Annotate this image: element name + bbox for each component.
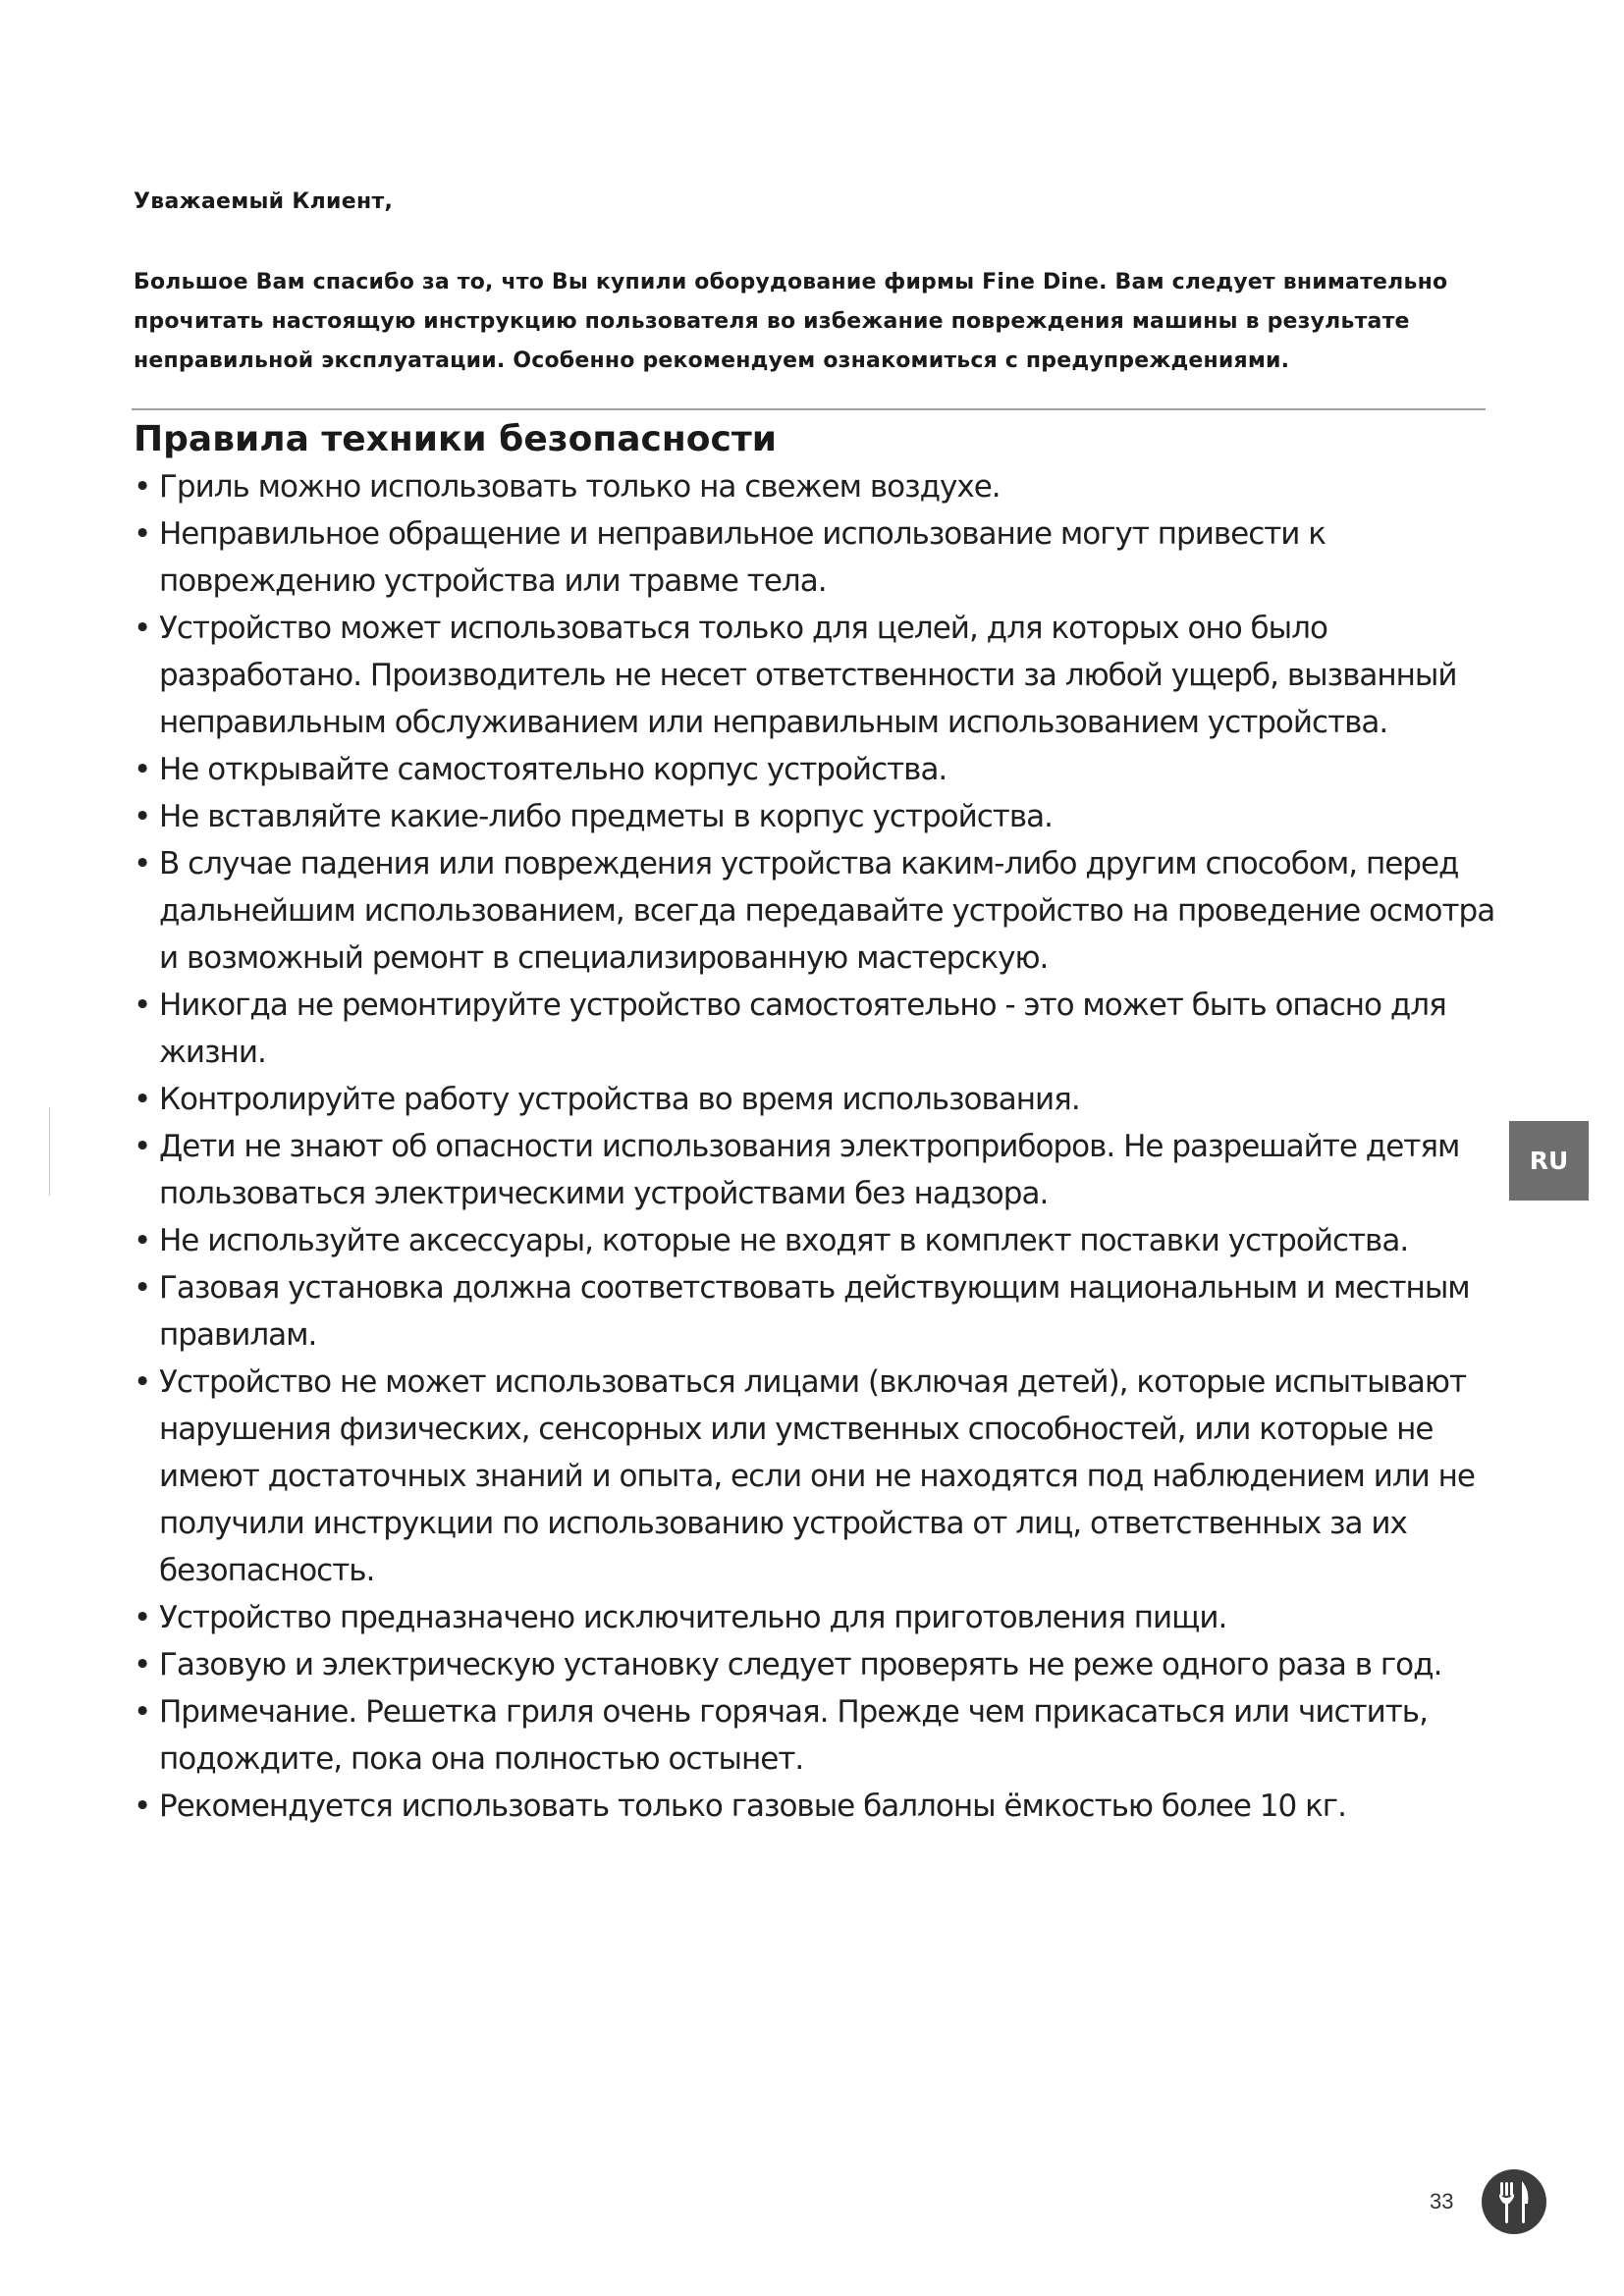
greeting: Уважаемый Клиент, xyxy=(134,189,394,214)
rule-text: Не открывайте самостоятельно корпус устройства. xyxy=(159,752,947,787)
bullet-icon: • xyxy=(134,516,151,552)
fork-knife-icon xyxy=(1481,2168,1547,2235)
bullet-icon: • xyxy=(134,1082,151,1117)
rule-text: Неправильное обращение и неправильное использование могут привести к повреждению устройства или травме тела. xyxy=(159,516,1326,599)
bullet-icon: • xyxy=(134,799,151,834)
list-item xyxy=(134,982,1508,1076)
rule-text: В случае падения или повреждения устройства каким-либо другим способом, перед дальнейшим использованием, всегда передавайте устройство на проведение осмотра и возможный ремонт в специализированную мастерскую. xyxy=(159,846,1495,976)
list-item xyxy=(134,1076,1508,1123)
rule-text: Газовую и электрическую установку следует проверять не реже одного раза в год. xyxy=(159,1647,1442,1682)
rule-text: Дети не знают об опасности использования электроприборов. Не разрешайте детям пользоваться электрическими устройствами без надзора. xyxy=(159,1129,1460,1211)
rule-text: Гриль можно использовать только на свежем воздухе. xyxy=(159,469,1001,505)
list-item xyxy=(134,1641,1508,1688)
bullet-icon: • xyxy=(134,1789,151,1824)
bullet-icon: • xyxy=(134,1223,151,1258)
rule-text: Не вставляйте какие-либо предметы в корпус устройства. xyxy=(159,799,1053,834)
rule-text: Устройство может использоваться только для целей, для которых оно было разработано. Производитель не несет ответственности за любой ущерб, вызванный неправильным обслуживанием или неправильным использованием устройства. xyxy=(159,611,1457,740)
list-item xyxy=(134,1594,1508,1641)
list-item xyxy=(134,1123,1508,1217)
bullet-icon: • xyxy=(134,1647,151,1682)
rule-text: Устройство не может использоваться лицами (включая детей), которые испытывают нарушения физических, сенсорных или умственных способностей, или которые не имеют достаточных знаний и опыта, если они не находятся под наблюдением или не получили инструкции по использованию устройства от лиц, ответственных за их безопасность. xyxy=(159,1364,1476,1588)
list-item xyxy=(134,1264,1508,1359)
language-tab: RU xyxy=(1509,1121,1589,1201)
bullet-icon: • xyxy=(134,1270,151,1306)
bullet-icon: • xyxy=(134,846,151,881)
list-item xyxy=(134,1359,1508,1594)
bullet-icon: • xyxy=(134,1694,151,1730)
rule-text: Никогда не ремонтируйте устройство самостоятельно - это может быть опасно для жизни. xyxy=(159,988,1446,1070)
rule-text: Рекомендуется использовать только газовые баллоны ёмкостью более 10 кг. xyxy=(159,1789,1346,1824)
bullet-icon: • xyxy=(134,988,151,1023)
rule-text: Устройство предназначено исключительно для приготовления пищи. xyxy=(159,1600,1227,1635)
list-item xyxy=(134,463,1508,510)
bullet-icon: • xyxy=(134,469,151,505)
rule-text: Примечание. Решетка гриля очень горячая. Прежде чем прикасаться или чистить, подождите, пока она полностью остынет. xyxy=(159,1694,1428,1777)
section-title: Правила техники безопасности xyxy=(134,419,777,459)
safety-rules-list xyxy=(134,463,1508,1830)
bullet-icon: • xyxy=(134,752,151,787)
bullet-icon: • xyxy=(134,1364,151,1400)
list-item xyxy=(134,1217,1508,1264)
bullet-icon: • xyxy=(134,1129,151,1164)
bullet-icon: • xyxy=(134,1600,151,1635)
list-item xyxy=(134,1783,1508,1830)
list-item xyxy=(134,793,1508,840)
intro-paragraph: Большое Вам спасибо за то, что Вы купили оборудование фирмы Fine Dine. Вам следует внимательно прочитать настоящую инструкцию пользователя во избежание повреждения машины в результате неправильной эксплуатации. Особенно рекомендуем ознакомиться с предупреждениями. xyxy=(134,270,1448,373)
margin-mark xyxy=(49,1107,50,1196)
rule-text: Контролируйте работу устройства во время использования. xyxy=(159,1082,1080,1117)
rule-text: Не используйте аксессуары, которые не входят в комплект поставки устройства. xyxy=(159,1223,1409,1258)
divider xyxy=(132,408,1486,410)
list-item xyxy=(134,510,1508,605)
page-number: 33 xyxy=(1430,2189,1454,2214)
list-item xyxy=(134,1688,1508,1783)
list-item xyxy=(134,840,1508,982)
list-item xyxy=(134,605,1508,746)
rule-text: Газовая установка должна соответствовать действующим национальным и местным правилам. xyxy=(159,1270,1470,1353)
list-item xyxy=(134,746,1508,793)
bullet-icon: • xyxy=(134,611,151,646)
